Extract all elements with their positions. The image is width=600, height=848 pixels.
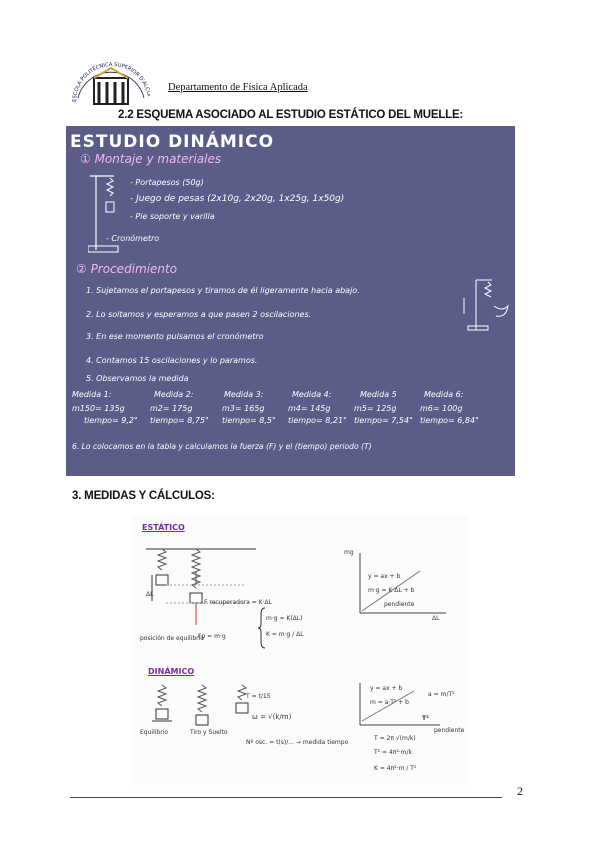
period-squared-formula: T² = 4π²·m/k [374,749,412,756]
calculation-diagram [132,515,468,785]
procedure-step: 1. Sujetamos el portapesos y tiramos de él ligeramente hacia abajo. [86,286,360,295]
static-title: ESTÁTICO [142,523,185,532]
measure-mass: m2= 175g [150,404,193,413]
spring-sketch [458,276,512,334]
weight-label: Fp = m·g [198,633,226,640]
stand-sketch [88,172,128,256]
static-graph-y: mg [344,549,354,556]
measure-time: tiempo= 8,75" [150,416,209,425]
dynamic-title: DINÁMICO [148,667,195,676]
spring-constant-formula: K = 4π²·m / T² [374,765,417,772]
section-title-3: 3. MEDIDAS Y CÁLCULOS: [72,490,215,502]
dynamic-count: T = t/15 [246,693,271,700]
material-item: - Juego de pesas (2x10g, 2x20g, 1x25g, 1x50g) [130,194,345,204]
notebook-heading-materials: ① Montaje y materiales [80,152,222,166]
measure-mass: m5= 125g [354,404,397,413]
procedure-step: 4. Contamos 15 oscilaciones y lo paramos. [86,356,258,365]
dynamic-graph-x: T² [422,715,429,722]
school-logo [72,58,150,110]
measure-time: tiempo= 8,5" [222,416,276,425]
measure-label: Medida 2: [154,390,194,399]
material-item: - Portapesos (50g) [130,178,204,187]
static-graph-eq1: y = ax + b [368,573,401,580]
measure-label: Medida 4: [292,390,332,399]
notebook-title: ESTUDIO DINÁMICO [70,132,275,152]
measure-label: Medida 5 [360,390,397,399]
measure-time: tiempo= 8,21" [288,416,347,425]
section-title-2-2: 2.2 ESQUEMA ASOCIADO AL ESTUDIO ESTÁTICO DEL MUELLE: [118,109,464,121]
procedure-step: 2. Lo soltamos y esperamos a que pasen 2 oscilaciones. [86,310,312,319]
brace-icon [258,607,266,649]
logo-text: ESCOLA POLITÈCNICA SUPERIOR D'ALC [72,61,150,103]
static-eq1: m·g = K(ΔL) [266,615,303,622]
dynamic-slope: a = m/T² [428,691,455,698]
equilibrium-label: posición de equilibrio [140,635,204,642]
measure-mass: m4= 145g [288,404,331,413]
procedure-step: 3. En ese momento pulsamos el cronómetro [86,332,264,341]
dynamic-omega: ω = √(k/m) [252,713,292,721]
measure-mass: m3= 165g [222,404,265,413]
procedure-step: 5. Observamos la medida [86,374,189,383]
measure-label: Medida 6: [424,390,464,399]
measure-time: tiempo= 6,84" [420,416,479,425]
footer-divider [70,797,502,798]
dynamic-graph-eq1: y = ax + b [370,685,403,692]
dynamic-graph-note: pendiente [434,727,465,734]
measure-time: tiempo= 7,54" [354,416,413,425]
measure-label: Medida 3: [224,390,264,399]
dynamic-graph-eq2: m = a·T² + b [370,699,409,706]
measure-label: Medida 1: [72,390,112,399]
static-graph-x: ΔL [432,615,440,622]
dynamic-state-2: Tiro y Suelto [190,729,228,736]
measure-time: tiempo= 9,2" [84,416,138,425]
measure-mass: m150= 135g [72,404,125,413]
department-name: Departamento de Física Aplicada [168,82,308,93]
page-number: 2 [517,784,523,798]
static-graph [350,551,450,621]
material-item: - Pie soporte y varilla [130,212,215,221]
notebook-heading-procedure: ② Procedimiento [76,262,178,276]
period-formula: T = 2π √(m/k) [374,735,416,742]
dynamic-osc: Nº osc. = t(s)/... → medida tiempo [246,739,349,746]
static-graph-eq2: m·g = K·ΔL + b [368,587,415,594]
procedure-step-6: 6. Lo colocamos en la tabla y calculamos la fuerza (F) y el (tiempo) periodo (T) [72,442,372,451]
measure-mass: m6= 100g [420,404,463,413]
force-label: F recuperadora = K·ΔL [204,599,272,606]
material-item: - Cronómetro [106,234,160,243]
notebook-photo [66,126,515,476]
static-graph-note: pendiente [384,601,415,608]
delta-label: ΔL [146,591,154,598]
dynamic-state-1: Equilibrio [140,729,169,736]
static-eq2: K = m·g / ΔL [266,631,304,638]
